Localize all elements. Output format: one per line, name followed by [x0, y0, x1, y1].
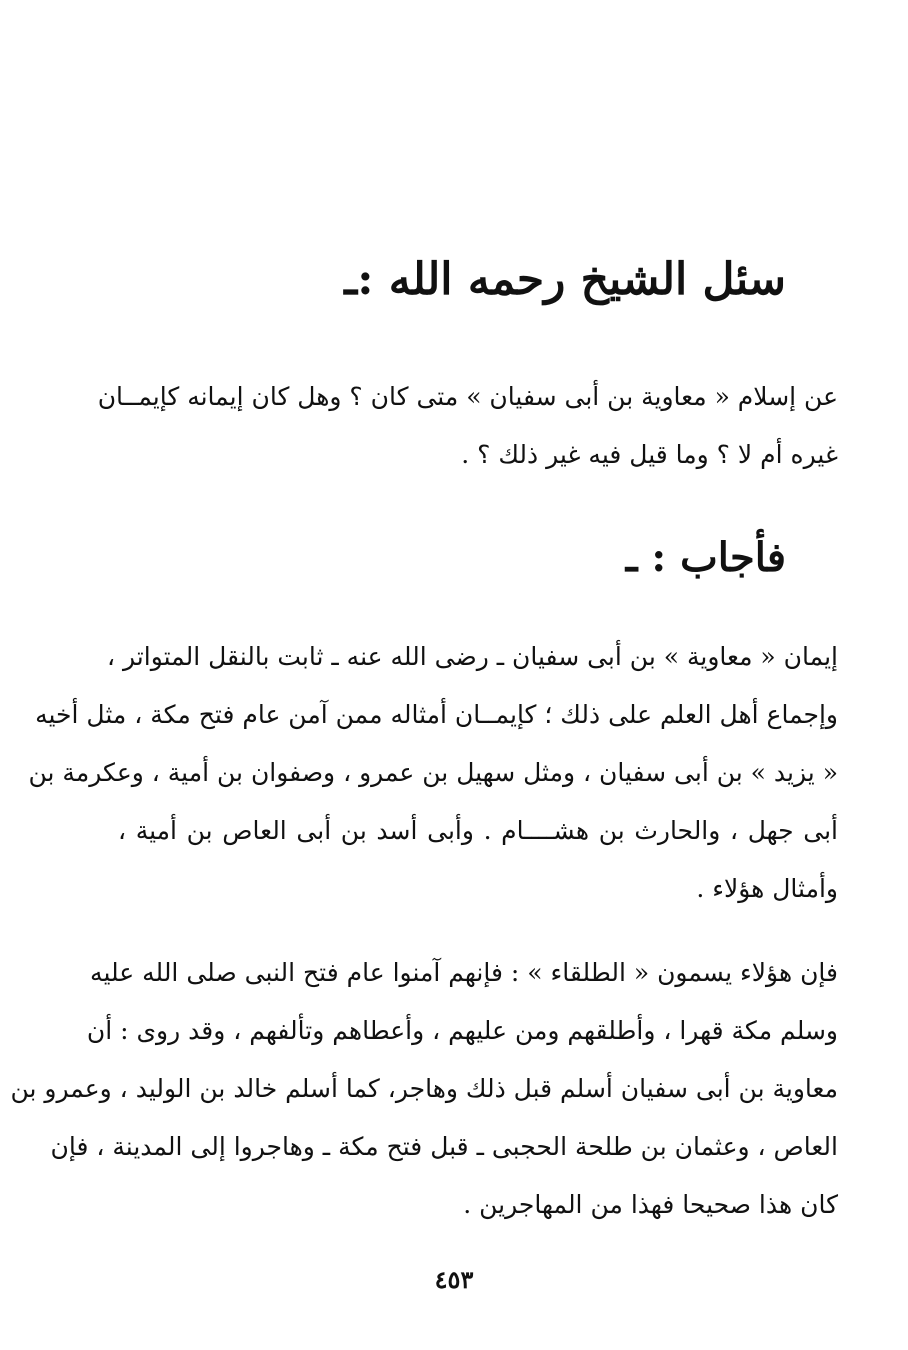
text-line: فإن هؤلاء يسمون « الطلقاء » : فإنهم آمنوا عام فتح النبى صلى الله عليه	[90, 958, 838, 987]
text-line: وإجماع أهل العلم على ذلك ؛ كإيمــان أمثاله ممن آمن عام فتح مكة ، مثل أخيه	[35, 700, 838, 729]
answer-heading: فأجاب : ـ	[625, 534, 786, 581]
text-line: كان هذا صحيحا فهذا من المهاجرين .	[463, 1190, 838, 1219]
question-line: غيره أم لا ؟ وما قيل فيه غير ذلك ؟ .	[461, 440, 838, 469]
text-line: أبى جهل ، والحارث بن هشــــام . وأبى أسد بن أبى العاص بن أمية ،	[118, 816, 838, 845]
question-line: عن إسلام « معاوية بن أبى سفيان » متى كان ؟ وهل كان إيمانه كإيمــان	[97, 382, 838, 411]
text-line: إيمان « معاوية » بن أبى سفيان ـ رضى الله عنه ـ ثابت بالنقل المتواتر ،	[106, 642, 838, 671]
text-line: « يزيد » بن أبى سفيان ، ومثل سهيل بن عمرو ، وصفوان بن أمية ، وعكرمة بن	[28, 758, 838, 787]
text-line: العاص ، وعثمان بن طلحة الحجبى ـ قبل فتح مكة ـ وهاجروا إلى المدينة ، فإن	[50, 1132, 838, 1161]
question-paragraph	[97, 368, 838, 484]
answer-paragraph-2	[10, 944, 838, 1234]
text-line: وأمثال هؤلاء .	[696, 874, 838, 903]
answer-paragraph-1	[28, 628, 838, 918]
text-line: معاوية بن أبى سفيان أسلم قبل ذلك وهاجر، كما أسلم خالد بن الوليد ، وعمرو بن	[10, 1074, 838, 1103]
page-number: ٤٥٣	[434, 1265, 474, 1294]
question-heading: سئل الشيخ رحمه الله :ـ	[344, 254, 786, 305]
text-line: وسلم مكة قهرا ، وأطلقهم ومن عليهم ، وأعطاهم وتألفهم ، وقد روى : أن	[86, 1016, 838, 1045]
